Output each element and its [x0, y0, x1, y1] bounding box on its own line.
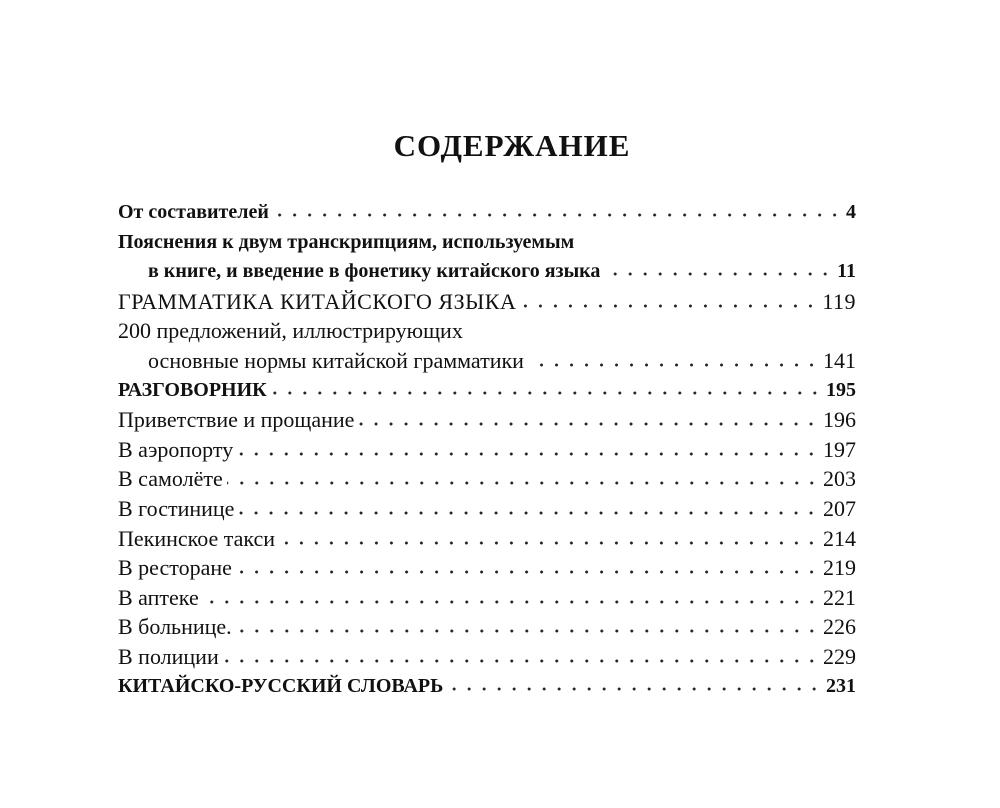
dot-leader [227, 480, 819, 486]
toc-page-number: 214 [823, 525, 856, 551]
toc-entry[interactable] [118, 228, 856, 258]
dot-leader [237, 451, 819, 457]
toc-entry-title: В полиции [118, 643, 219, 669]
toc-page-number: 219 [823, 555, 856, 581]
toc-entry[interactable] [118, 524, 856, 554]
toc-page-number: 226 [823, 614, 856, 640]
toc-entry-title: Пояснения к двум транскрипциям, используемым [118, 230, 575, 253]
toc-entry-title: В самолёте [118, 466, 223, 492]
toc-entry[interactable] [118, 198, 856, 228]
toc-title: СОДЕРЖАНИЕ [393, 128, 631, 163]
toc-page-number: 195 [826, 378, 856, 401]
toc-entry-title: 200 предложений, иллюстрирующих [118, 318, 463, 344]
toc-page-number: 4 [846, 201, 856, 223]
toc-entry-title: В аэропорту [118, 436, 234, 462]
dot-leader [279, 540, 819, 546]
table-of-contents [118, 198, 856, 701]
dot-leader [447, 686, 822, 692]
toc-page-number: 141 [823, 347, 856, 373]
toc-entry-title: В аптеке [118, 584, 199, 610]
toc-entry[interactable] [118, 316, 856, 346]
dot-leader [203, 599, 819, 605]
toc-page-number: 203 [823, 466, 856, 492]
toc-page-number: 207 [823, 495, 856, 521]
toc-entry-title: В гостинице [118, 495, 235, 521]
dot-leader [236, 628, 819, 634]
toc-entry[interactable] [118, 612, 856, 642]
toc-entry-title: РАЗГОВОРНИК [118, 378, 267, 401]
toc-entry[interactable] [118, 435, 856, 465]
toc-entry-title: В больнице. [118, 614, 232, 640]
toc-entry-title: От составителей [118, 201, 269, 223]
toc-entry[interactable] [118, 346, 856, 376]
dot-leader [271, 390, 822, 396]
toc-entry[interactable] [118, 494, 856, 524]
dot-leader [223, 658, 819, 664]
toc-entry[interactable] [118, 257, 856, 287]
toc-entry[interactable] [118, 376, 856, 406]
toc-entry-title: Пекинское такси [118, 525, 276, 551]
toc-entry[interactable] [118, 405, 856, 435]
toc-entry[interactable] [118, 553, 856, 583]
dot-leader [236, 569, 819, 575]
toc-page-number: 231 [826, 674, 856, 697]
toc-entry[interactable] [118, 583, 856, 613]
toc-page-number: 197 [823, 436, 856, 462]
toc-entry[interactable] [118, 672, 856, 702]
toc-page-number: 229 [823, 643, 856, 669]
toc-entry-title: Приветствие и прощание [118, 407, 355, 433]
toc-page-number: 196 [823, 407, 856, 433]
toc-entry-title: КИТАЙСКО-РУССКИЙ СЛОВАРЬ [118, 674, 444, 697]
toc-page-number: 11 [837, 260, 856, 283]
dot-leader [520, 303, 818, 309]
dot-leader [238, 510, 819, 516]
toc-entry[interactable] [118, 287, 856, 317]
toc-page-number: 119 [822, 288, 856, 314]
toc-entry[interactable] [118, 464, 856, 494]
toc-entry-title: ГРАММАТИКА КИТАЙСКОГО ЯЗЫКА [118, 288, 517, 314]
dot-leader [528, 362, 819, 368]
toc-entry[interactable] [118, 642, 856, 672]
dot-leader [358, 421, 819, 427]
dot-leader [604, 271, 833, 277]
toc-page-number: 221 [823, 584, 856, 610]
toc-entry-title: основные нормы китайской грамматики [148, 347, 524, 373]
toc-entry-title: в книге, и введение в фонетику китайского языка [148, 260, 601, 283]
dot-leader [273, 212, 842, 218]
toc-entry-title: В ресторане [118, 555, 232, 581]
